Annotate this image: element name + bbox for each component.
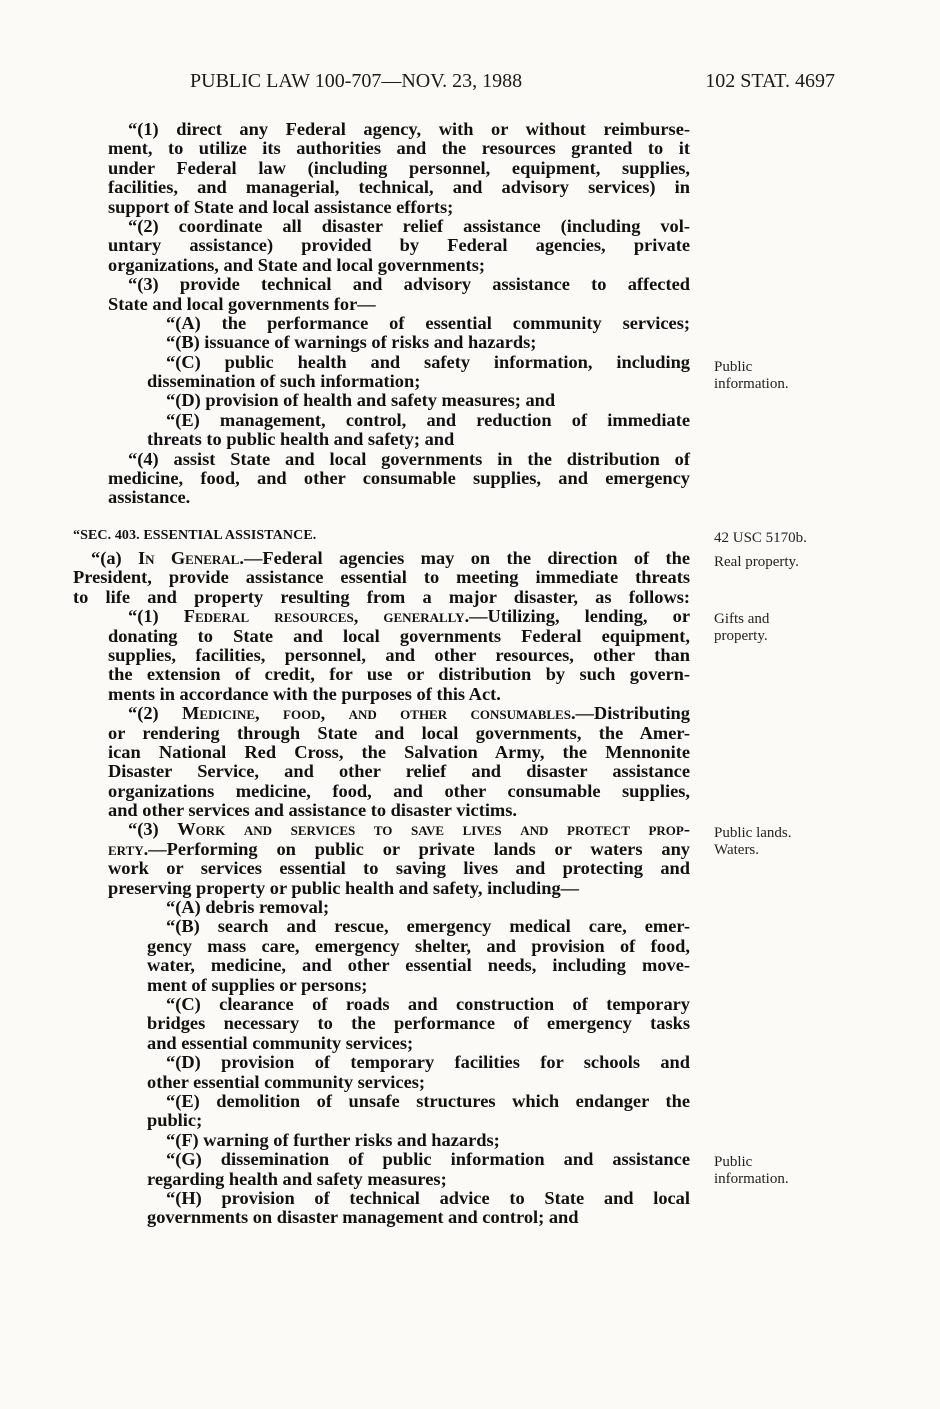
body-line: “(A) debris removal; xyxy=(166,897,330,918)
body-line: preserving property or public health and safety, including— xyxy=(108,877,580,898)
body-line: and essential community services; xyxy=(147,1032,414,1053)
body-line: “(C) clearance of roads and construction of temporary xyxy=(166,993,690,1014)
body-line: “(B) issuance of warnings of risks and hazards; xyxy=(166,332,537,353)
body-line: threats to public health and safety; and xyxy=(147,429,455,450)
body-line: other essential community services; xyxy=(147,1071,426,1092)
body-line: ment, to utilize its authorities and the resources granted to it xyxy=(108,138,690,159)
body-line: “(1) direct any Federal agency, with or without reimburse- xyxy=(128,119,690,139)
header-stat-page: 102 STAT. 4697 xyxy=(705,70,835,92)
body-line: regarding health and safety measures; xyxy=(147,1168,447,1189)
body-line: President, provide assistance essential to meeting immediate threats xyxy=(73,567,690,588)
body-line: “(D) provision of temporary facilities for schools and xyxy=(166,1052,690,1073)
body-line: erty.—Performing on public or private lands or waters any xyxy=(108,838,690,859)
subsection-a-lead: “(a) In General.—Federal agencies may on the direction of the xyxy=(91,548,690,568)
body-line: ment of supplies or persons; xyxy=(147,974,368,995)
body-line: untary assistance) provided by Federal agencies, private xyxy=(108,235,690,256)
body-line: “(4) assist State and local governments in the distribution of xyxy=(128,448,690,469)
body-line: dissemination of such information; xyxy=(147,371,421,392)
body-line: donating to State and local governments Federal equipment, xyxy=(108,625,690,646)
body-line: under Federal law (including personnel, equipment, supplies, xyxy=(108,157,690,178)
body-line: supplies, facilities, personnel, and other resources, other than xyxy=(108,644,690,665)
paragraph-2-lead: “(2) Medicine, food, and other consumables.—Distributing xyxy=(128,703,690,724)
body-line: organizations, and State and local governments; xyxy=(108,254,486,275)
body-line: ican National Red Cross, the Salvation Army, the Mennonite xyxy=(108,741,690,762)
sec-403-body xyxy=(73,549,690,1228)
body-line: “(B) search and rescue, emergency medical care, emer- xyxy=(166,916,690,937)
body-line: “(3) provide technical and advisory assistance to affected xyxy=(128,274,690,295)
body-line: support of State and local assistance efforts; xyxy=(108,196,454,217)
margin-note-public-lands-waters: Public lands. Waters. xyxy=(714,825,792,858)
header-title: PUBLIC LAW 100-707—NOV. 23, 1988 xyxy=(190,70,523,92)
body-line: and other services and assistance to disaster victims. xyxy=(108,800,518,821)
body-line: governments on disaster management and control; and xyxy=(147,1207,579,1228)
body-line: organizations medicine, food, and other consumable supplies, xyxy=(108,780,690,801)
body-line: water, medicine, and other essential needs, including move- xyxy=(147,955,690,976)
body-line: State and local governments for— xyxy=(108,293,376,314)
body-line: “(D) provision of health and safety measures; and xyxy=(166,390,556,411)
body-line: assistance. xyxy=(108,487,191,508)
section-heading xyxy=(73,526,690,545)
body-line: “(E) demolition of unsafe structures which endanger the xyxy=(166,1090,690,1111)
margin-note-public-information: Public information. xyxy=(714,1154,789,1187)
body-line: work or services essential to saving lives and protecting and xyxy=(108,858,690,879)
body-line: medicine, food, and other consumable supplies, and emergency xyxy=(108,468,690,489)
margin-note-public-information: Public information. xyxy=(714,359,789,392)
body-line: facilities, and managerial, technical, and advisory services) in xyxy=(108,177,690,198)
body-line: “(C) public health and safety information, including xyxy=(166,351,690,372)
margin-note-real-property: Real property. xyxy=(714,554,799,570)
body-line: “(G) dissemination of public information and assistance xyxy=(166,1149,690,1170)
body-line: gency mass care, emergency shelter, and provision of food, xyxy=(147,935,690,956)
margin-note-usc-citation: 42 USC 5170b. xyxy=(714,530,807,546)
paragraph-3-lead: “(3) Work and services to save lives and protect prop- xyxy=(128,819,690,840)
body-line: public; xyxy=(147,1110,203,1131)
body-line: “(2) coordinate all disaster relief assistance (including vol- xyxy=(128,215,690,236)
section-403-heading: “SEC. 403. ESSENTIAL ASSISTANCE. xyxy=(73,528,317,543)
body-line: “(F) warning of further risks and hazards; xyxy=(166,1129,500,1150)
body-line: the extension of credit, for use or distribution by such govern- xyxy=(108,664,690,685)
margin-note-gifts-and-property: Gifts and property. xyxy=(714,611,770,644)
body-line: to life and property resulting from a major disaster, as follows: xyxy=(73,586,690,607)
body-line: ments in accordance with the purposes of this Act. xyxy=(108,683,501,704)
body-line: or rendering through State and local governments, the Amer- xyxy=(108,722,690,743)
running-header xyxy=(190,70,835,100)
body-line: bridges necessary to the performance of emergency tasks xyxy=(147,1013,690,1034)
body-line: “(E) management, control, and reduction of immediate xyxy=(166,409,690,430)
body-line: “(A) the performance of essential community services; xyxy=(166,312,690,333)
paragraph-1-lead: “(1) Federal resources, generally.—Utilizing, lending, or xyxy=(128,606,690,627)
body-line: “(H) provision of technical advice to State and local xyxy=(166,1187,690,1208)
sec-402-continuation xyxy=(73,120,690,508)
body-line: Disaster Service, and other relief and disaster assistance xyxy=(108,761,690,782)
